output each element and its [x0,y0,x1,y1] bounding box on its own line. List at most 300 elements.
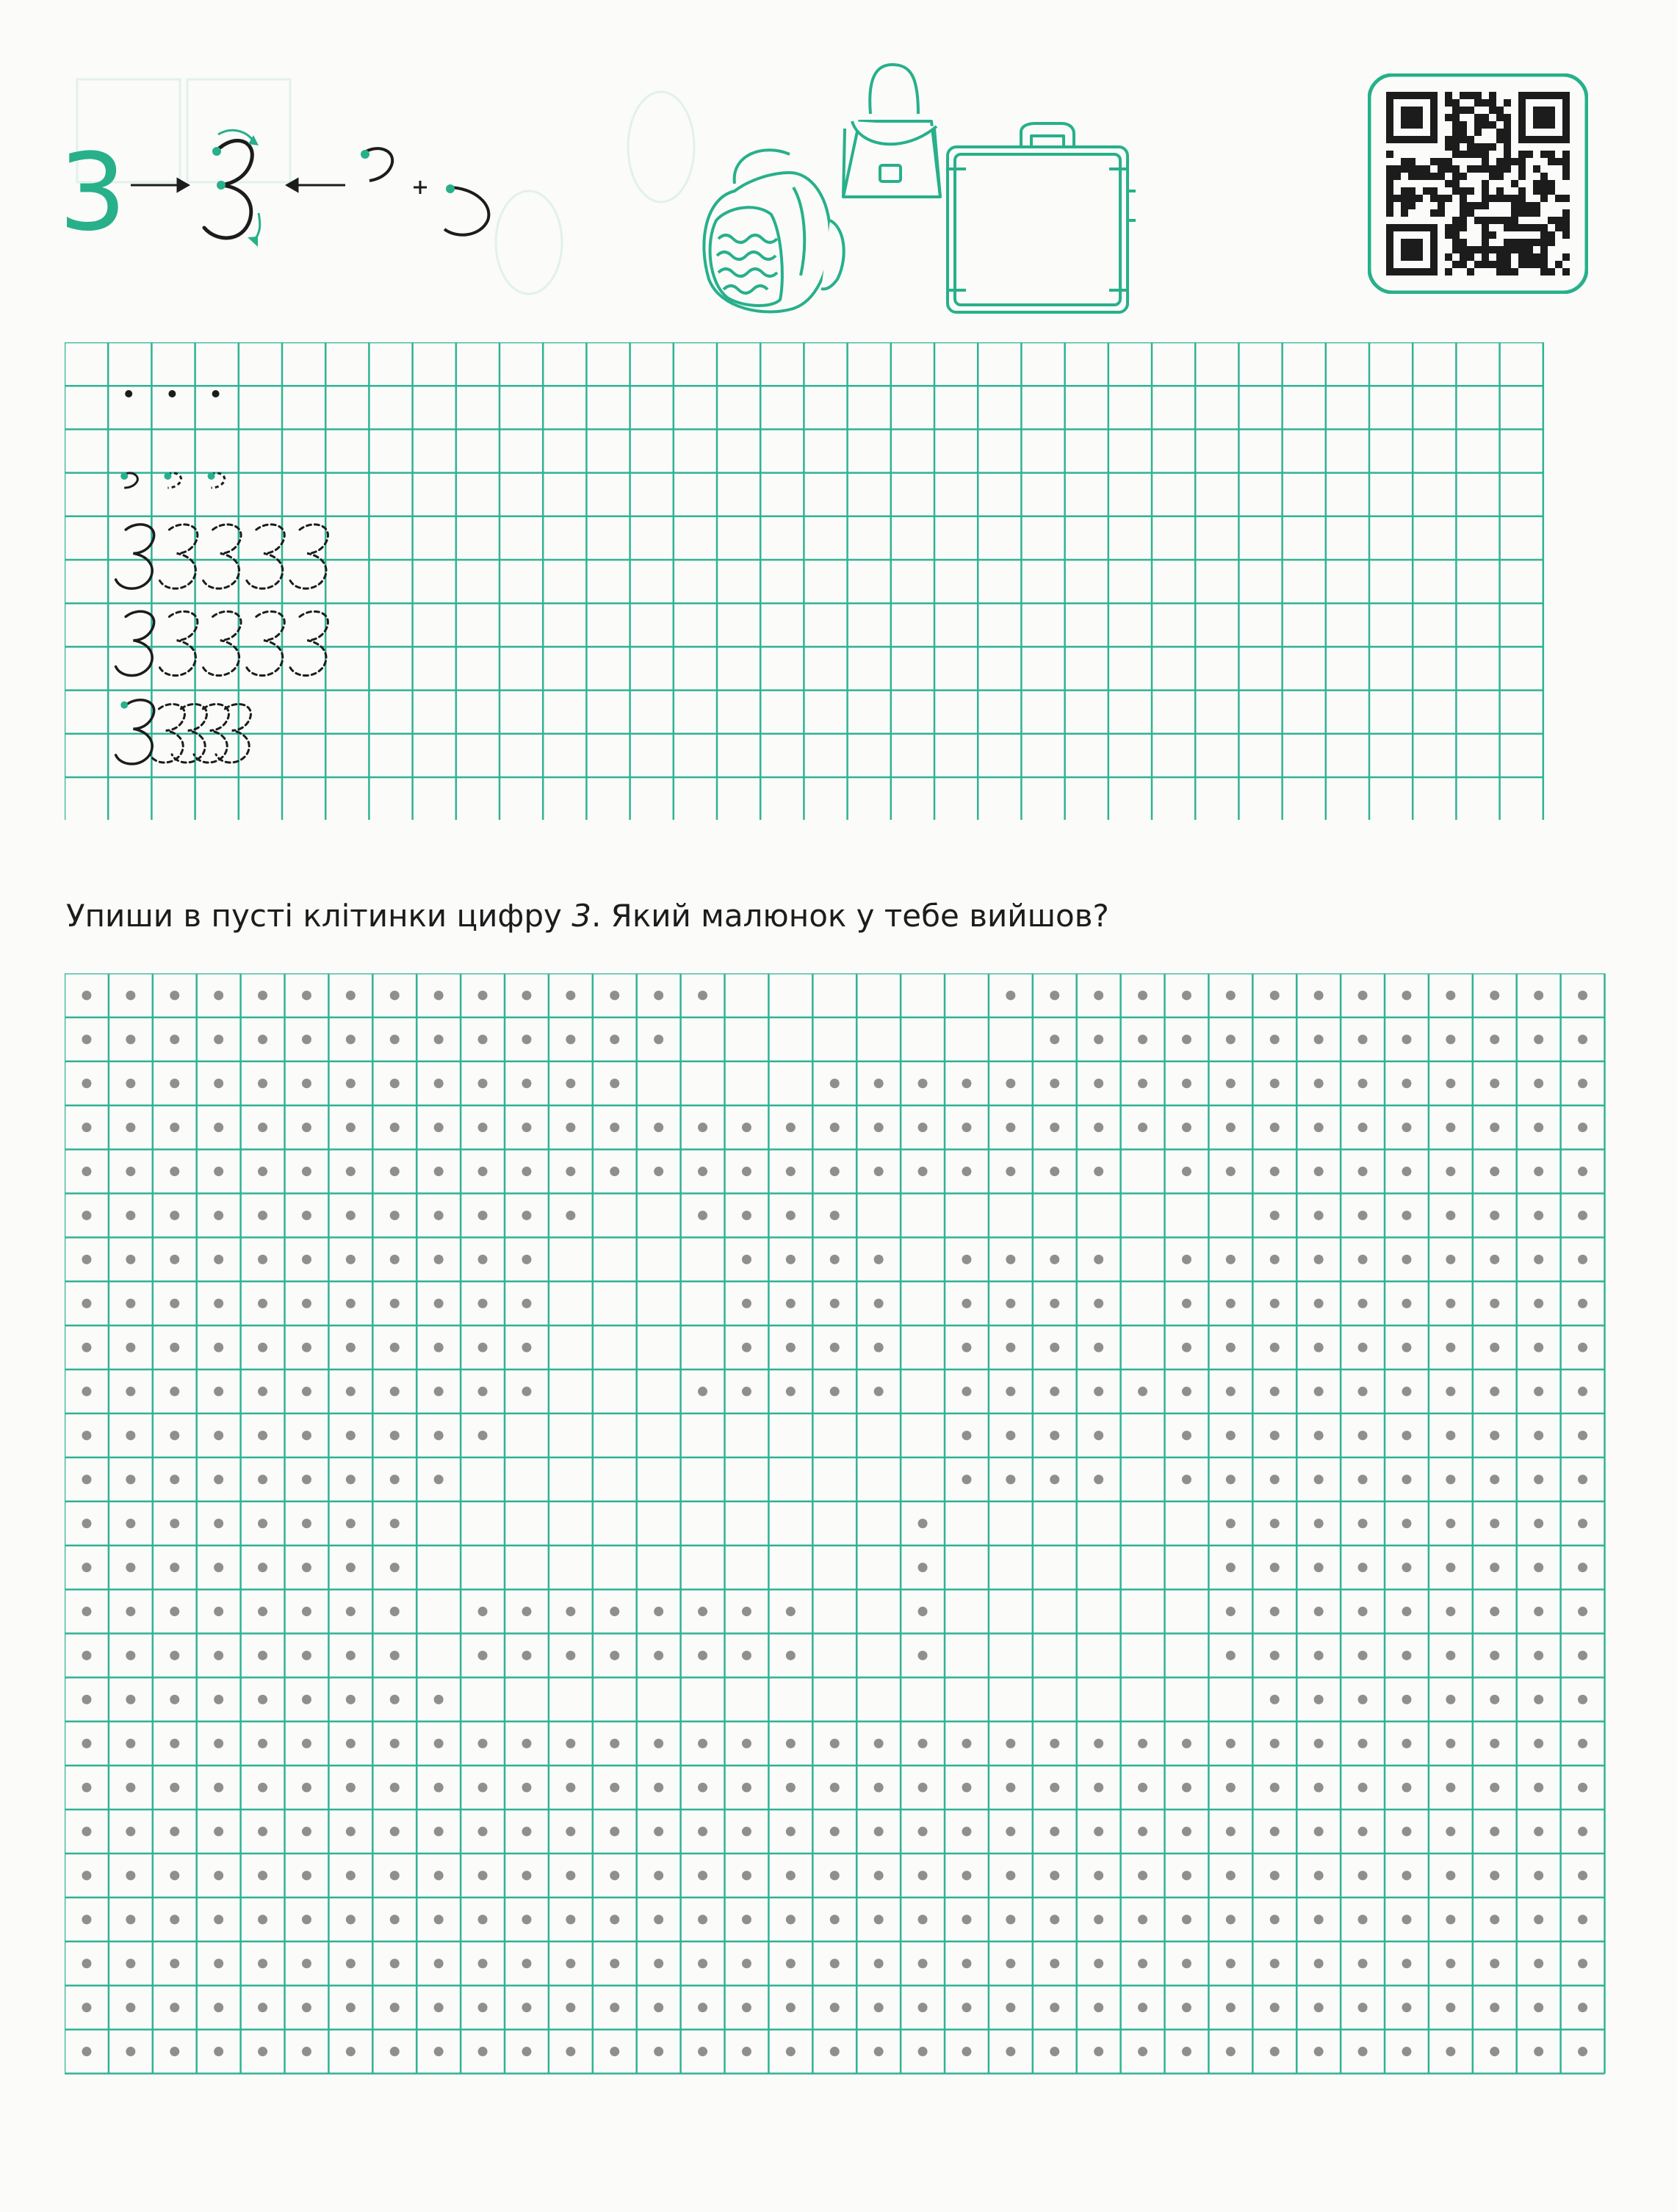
puzzle-dot [170,1034,179,1044]
puzzle-dot [918,1078,928,1088]
puzzle-cell[interactable] [1209,1678,1252,1721]
puzzle-cell[interactable] [1034,1590,1076,1633]
puzzle-dot [170,1695,179,1704]
puzzle-dot [1270,1695,1280,1704]
puzzle-cell[interactable] [682,1414,724,1457]
puzzle-cell[interactable] [1122,1678,1164,1721]
qr-module [1562,151,1570,158]
puzzle-dot [1446,1211,1455,1220]
qr-module [1518,158,1526,165]
puzzle-dot [1006,1430,1015,1440]
puzzle-dot [830,1783,840,1793]
puzzle-dot [566,2003,575,2012]
puzzle-cell[interactable] [682,1678,724,1721]
puzzle-dot [698,990,707,1000]
puzzle-dot [478,1870,488,1880]
puzzle-dot [874,1299,884,1308]
qr-module [1555,158,1562,165]
puzzle-dot [82,1387,91,1397]
puzzle-cell[interactable] [726,1062,768,1105]
puzzle-cell[interactable] [769,1458,812,1501]
puzzle-cell[interactable] [505,1546,548,1589]
puzzle-cell[interactable] [1122,1238,1164,1280]
puzzle-cell[interactable] [769,1678,812,1721]
puzzle-dot [1094,1255,1103,1264]
puzzle-cell[interactable] [1166,1546,1208,1589]
puzzle-cell[interactable] [901,1282,944,1325]
puzzle-dot [1270,1430,1280,1440]
puzzle-cell[interactable] [1078,1195,1120,1237]
puzzle-cell[interactable] [505,1458,548,1501]
puzzle-cell[interactable] [1078,1635,1120,1677]
puzzle-cell[interactable] [638,1502,680,1545]
puzzle-cell[interactable] [417,1502,460,1545]
puzzle-cell[interactable] [945,1635,988,1677]
puzzle-dot [566,1739,575,1748]
puzzle-dot [1006,2047,1015,2056]
puzzle-cell[interactable] [945,1678,988,1721]
puzzle-cell[interactable] [549,1678,592,1721]
qr-module [1460,107,1467,114]
puzzle-dot [258,1034,267,1044]
puzzle-dot [126,1739,135,1748]
puzzle-dot [478,1430,488,1440]
qr-module [1482,121,1489,129]
puzzle-dot [1138,1123,1147,1132]
qr-module [1526,239,1533,246]
puzzle-dot [1050,2003,1059,2012]
puzzle-dot [1534,1123,1543,1132]
puzzle-dot [1270,1123,1280,1132]
puzzle-dot [478,2003,488,2012]
qr-module [1460,195,1467,202]
qr-code-icon[interactable] [1368,73,1588,294]
puzzle-cell[interactable] [857,1590,900,1633]
puzzle-dot [346,1783,356,1793]
puzzle-dot [1490,1430,1499,1440]
puzzle-cell[interactable] [638,1238,680,1280]
puzzle-dot [522,2047,531,2056]
puzzle-cell[interactable] [901,974,944,1017]
qr-module [1489,217,1496,224]
qr-module [1511,268,1518,275]
puzzle-cell[interactable] [549,1546,592,1589]
puzzle-dot [654,1607,663,1616]
puzzle-dot [1578,1870,1587,1880]
puzzle-dot [698,1870,707,1880]
puzzle-dot [1226,990,1236,1000]
puzzle-cell[interactable] [813,1635,856,1677]
qr-module [1548,180,1555,187]
puzzle-dot [786,1255,796,1264]
puzzle-cell[interactable] [682,1018,724,1061]
puzzle-cell[interactable] [726,1458,768,1501]
puzzle-cell[interactable] [1122,1195,1164,1237]
puzzle-dot [478,1739,488,1748]
puzzle-cell[interactable] [638,1282,680,1325]
puzzle-dot [1050,1167,1059,1176]
qr-module [1504,99,1511,107]
qr-module [1482,195,1489,202]
puzzle-dot [390,1563,400,1572]
puzzle-cell[interactable] [901,1458,944,1501]
puzzle-cell[interactable] [901,1678,944,1721]
puzzle-dot [1094,1034,1103,1044]
puzzle-cell[interactable] [461,1502,504,1545]
qr-module [1460,261,1467,268]
qr-module [1452,99,1460,107]
puzzle-cell[interactable] [594,1195,636,1237]
puzzle-cell[interactable] [901,1370,944,1413]
puzzle-dot [1578,1783,1587,1793]
qr-module [1540,224,1548,231]
puzzle-cell[interactable] [549,1238,592,1280]
puzzle-dot [522,1387,531,1397]
puzzle-cell[interactable] [813,1546,856,1589]
puzzle-dot [1402,1870,1411,1880]
start-dot [212,390,220,397]
puzzle-cell[interactable] [1034,1195,1076,1237]
qr-module [1452,231,1460,239]
puzzle-dot [346,2003,356,2012]
puzzle-cell[interactable] [945,974,988,1017]
puzzle-cell[interactable] [769,1546,812,1589]
puzzle-cell[interactable] [638,1678,680,1721]
puzzle-cell[interactable] [1122,1150,1164,1193]
puzzle-cell[interactable] [1122,1326,1164,1369]
puzzle-dot [654,990,663,1000]
qr-module [1518,187,1526,195]
puzzle-dot [1226,2003,1236,2012]
qr-module [1548,239,1555,246]
puzzle-dot [346,1123,356,1132]
puzzle-cell[interactable] [549,1414,592,1457]
puzzle-cell[interactable] [989,1018,1032,1061]
puzzle-cell[interactable] [1078,1502,1120,1545]
puzzle-cell[interactable] [1034,1635,1076,1677]
puzzle-dot [390,1474,400,1484]
qr-module [1408,165,1415,173]
puzzle-cell[interactable] [549,1282,592,1325]
puzzle-cell[interactable] [594,1326,636,1369]
puzzle-cell[interactable] [813,1458,856,1501]
puzzle-cell[interactable] [638,1370,680,1413]
puzzle-dot [434,1474,444,1484]
puzzle-dot [1358,1739,1368,1748]
puzzle-cell[interactable] [594,1238,636,1280]
puzzle-cell[interactable] [945,1502,988,1545]
qr-module [1511,246,1518,253]
puzzle-dot [522,1167,531,1176]
puzzle-dot [390,1783,400,1793]
puzzle-dot [566,990,575,1000]
puzzle-cell[interactable] [1122,1590,1164,1633]
puzzle-dot [1490,1211,1499,1220]
puzzle-dot [82,1167,91,1176]
puzzle-cell[interactable] [901,1195,944,1237]
puzzle-cell[interactable] [1209,1195,1252,1237]
puzzle-dot [1006,2003,1015,2012]
qr-module [1555,224,1562,231]
puzzle-cell[interactable] [945,1546,988,1589]
puzzle-cell[interactable] [1166,1502,1208,1545]
puzzle-cell[interactable] [417,1635,460,1677]
qr-module [1482,253,1489,261]
puzzle-cell[interactable] [857,1018,900,1061]
puzzle-cell[interactable] [769,1414,812,1457]
puzzle-dot [742,1959,751,1968]
qr-module [1482,158,1489,165]
puzzle-cell[interactable] [638,1546,680,1589]
puzzle-cell[interactable] [594,1282,636,1325]
qr-module [1489,246,1496,253]
puzzle-cell[interactable] [1122,1414,1164,1457]
puzzle-dot [1050,1034,1059,1044]
puzzle-dot [1138,1827,1147,1837]
puzzle-cell[interactable] [549,1458,592,1501]
puzzle-dot [346,2047,356,2056]
puzzle-dot [1182,1959,1191,1968]
qr-module [1496,261,1504,268]
puzzle-cell[interactable] [1078,1590,1120,1633]
puzzle-dot [1226,1123,1236,1132]
qr-module [1386,165,1393,173]
qr-module [1482,114,1489,121]
puzzle-cell[interactable] [945,1195,988,1237]
puzzle-cell[interactable] [549,1370,592,1413]
stroke-start-dot [120,472,128,480]
puzzle-dot [786,1783,796,1793]
puzzle-dot [1270,1827,1280,1837]
puzzle-cell[interactable] [1122,1546,1164,1589]
puzzle-cell[interactable] [857,1195,900,1237]
puzzle-dot [830,1255,840,1264]
puzzle-dot [126,1914,135,1924]
puzzle-dot [82,1651,91,1660]
puzzle-cell[interactable] [901,1018,944,1061]
qr-module [1386,180,1393,187]
puzzle-dot [1182,1123,1191,1132]
qr-module [1496,107,1504,114]
puzzle-cell[interactable] [682,1282,724,1325]
puzzle-cell[interactable] [857,974,900,1017]
puzzle-cell[interactable] [1166,1590,1208,1633]
puzzle-dot [1050,1255,1059,1264]
puzzle-cell[interactable] [1122,1282,1164,1325]
puzzle-cell[interactable] [726,1546,768,1589]
qr-module [1526,209,1533,217]
puzzle-cell[interactable] [769,1062,812,1105]
puzzle-dot [1490,2047,1499,2056]
puzzle-cell[interactable] [901,1414,944,1457]
qr-module [1533,239,1540,246]
qr-module [1415,173,1423,180]
puzzle-cell[interactable] [638,1062,680,1105]
puzzle-cell[interactable] [1034,1502,1076,1545]
puzzle-dot [1314,1343,1324,1352]
puzzle-cell[interactable] [638,1195,680,1237]
qr-module [1445,195,1452,202]
puzzle-dot [1182,2047,1191,2056]
puzzle-cell[interactable] [726,1678,768,1721]
puzzle-cell[interactable] [813,974,856,1017]
puzzle-dot [610,1607,619,1616]
puzzle-dot [1226,1255,1236,1264]
puzzle-cell[interactable] [857,1635,900,1677]
puzzle-cell[interactable] [769,1502,812,1545]
puzzle-dot [1402,1783,1411,1793]
qr-module [1482,217,1489,224]
puzzle-dot [1314,1255,1324,1264]
puzzle-cell[interactable] [505,1678,548,1721]
puzzle-cell[interactable] [989,1635,1032,1677]
puzzle-dot [82,1211,91,1220]
puzzle-dot [390,1695,400,1704]
puzzle-dot [302,2047,311,2056]
puzzle-cell[interactable] [726,1502,768,1545]
puzzle-cell[interactable] [417,1546,460,1589]
puzzle-cell[interactable] [1122,1502,1164,1545]
qr-module [1482,180,1489,187]
puzzle-cell[interactable] [769,1018,812,1061]
puzzle-cell[interactable] [1122,1635,1164,1677]
puzzle-cell[interactable] [1034,1546,1076,1589]
puzzle-dot [170,1343,179,1352]
puzzle-dot [1490,1695,1499,1704]
puzzle-cell[interactable] [813,1018,856,1061]
puzzle-dot [742,1299,751,1308]
puzzle-dot [786,1123,796,1132]
puzzle-cell[interactable] [505,1414,548,1457]
puzzle-dot [698,1651,707,1660]
puzzle-cell[interactable] [901,1238,944,1280]
puzzle-cell[interactable] [549,1502,592,1545]
puzzle-dot [1578,1034,1587,1044]
puzzle-cell[interactable] [638,1326,680,1369]
puzzle-cell[interactable] [857,1546,900,1589]
puzzle-cell[interactable] [857,1414,900,1457]
puzzle-dot [830,1299,840,1308]
puzzle-cell[interactable] [682,1326,724,1369]
qr-module [1460,92,1467,99]
puzzle-dot [126,1078,135,1088]
puzzle-cell[interactable] [417,1590,460,1633]
puzzle-grid[interactable] [65,973,1637,2083]
puzzle-dot [1182,990,1191,1000]
puzzle-cell[interactable] [857,1678,900,1721]
puzzle-cell[interactable] [1166,1678,1208,1721]
puzzle-cell[interactable] [1078,1546,1120,1589]
qr-module [1504,217,1511,224]
puzzle-cell[interactable] [769,974,812,1017]
puzzle-cell[interactable] [505,1502,548,1545]
qr-module [1555,217,1562,224]
puzzle-cell[interactable] [945,1590,988,1633]
puzzle-cell[interactable] [682,1502,724,1545]
dashed-three [203,611,241,675]
puzzle-dot [1050,1739,1059,1748]
puzzle-cell[interactable] [461,1546,504,1589]
puzzle-cell[interactable] [989,1502,1032,1545]
puzzle-cell[interactable] [989,1546,1032,1589]
puzzle-dot [126,2003,135,2012]
puzzle-cell[interactable] [682,1546,724,1589]
puzzle-cell[interactable] [857,1458,900,1501]
puzzle-cell[interactable] [549,1326,592,1369]
puzzle-dot [1490,1519,1499,1528]
puzzle-cell[interactable] [461,1458,504,1501]
puzzle-dot [1446,1695,1455,1704]
puzzle-cell[interactable] [945,1018,988,1061]
puzzle-cell[interactable] [1122,1458,1164,1501]
puzzle-dot [1314,1563,1324,1572]
puzzle-cell[interactable] [989,1195,1032,1237]
puzzle-dot [1094,2003,1103,2012]
qr-module [1482,151,1489,158]
puzzle-cell[interactable] [726,1018,768,1061]
puzzle-dot [346,1651,356,1660]
puzzle-dot [1226,1387,1236,1397]
puzzle-dot [1578,1519,1587,1528]
puzzle-dot [1050,2047,1059,2056]
qr-module [1562,217,1570,224]
puzzle-cell[interactable] [901,1326,944,1369]
plus-icon [414,181,427,194]
puzzle-dot [962,1739,971,1748]
puzzle-dot [698,1959,707,1968]
puzzle-cell[interactable] [726,974,768,1017]
puzzle-dot [1226,1870,1236,1880]
puzzle-cell[interactable] [461,1678,504,1721]
puzzle-cell[interactable] [594,1546,636,1589]
puzzle-cell[interactable] [1166,1195,1208,1237]
puzzle-cell[interactable] [1078,1678,1120,1721]
puzzle-dot [1270,1078,1280,1088]
puzzle-dot [874,1343,884,1352]
dashed-three [289,525,328,588]
puzzle-cell[interactable] [682,1238,724,1280]
puzzle-cell[interactable] [682,1062,724,1105]
puzzle-cell[interactable] [726,1414,768,1457]
qr-module [1415,165,1423,173]
puzzle-cell[interactable] [594,1414,636,1457]
puzzle-cell[interactable] [594,1678,636,1721]
puzzle-cell[interactable] [989,1678,1032,1721]
puzzle-cell[interactable] [989,1590,1032,1633]
puzzle-dot [302,1563,311,1572]
puzzle-dot [1534,1695,1543,1704]
puzzle-dot [1006,1343,1015,1352]
qr-module [1452,151,1460,158]
puzzle-dot [1446,1563,1455,1572]
puzzle-cell[interactable] [594,1458,636,1501]
puzzle-cell[interactable] [594,1370,636,1413]
puzzle-cell[interactable] [813,1502,856,1545]
puzzle-cell[interactable] [857,1502,900,1545]
puzzle-cell[interactable] [813,1414,856,1457]
puzzle-cell[interactable] [1034,1678,1076,1721]
puzzle-cell[interactable] [638,1458,680,1501]
puzzle-cell[interactable] [594,1502,636,1545]
puzzle-dot [1314,1519,1324,1528]
puzzle-cell[interactable] [1166,1635,1208,1677]
puzzle-cell[interactable] [682,1458,724,1501]
puzzle-cell[interactable] [813,1590,856,1633]
practice-grid [65,342,1644,820]
puzzle-cell[interactable] [813,1678,856,1721]
puzzle-cell[interactable] [638,1414,680,1457]
puzzle-dot [1490,1078,1499,1088]
